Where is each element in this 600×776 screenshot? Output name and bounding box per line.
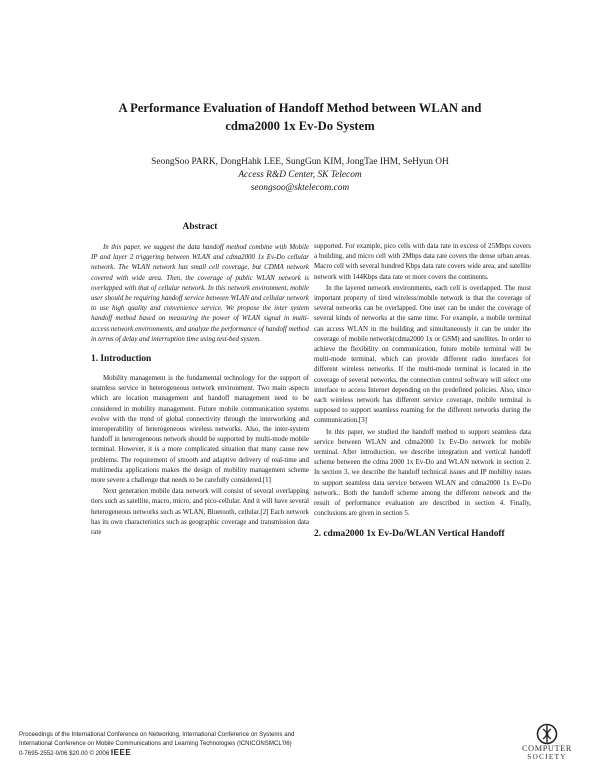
logo-line-2: SOCIETY [527, 752, 567, 761]
author-list: SeongSoo PARK, DongHahk LEE, SungGun KIM, JongTae IHM, SeHyun OH [151, 157, 449, 167]
ieee-logo-text: IEEE [110, 748, 132, 757]
intro-paragraph-4: In this paper, we studied the handoff method to support seamless data service between WLAN and cdma2000 1x Ev-Do network for mobile terminal. After introduction, we describe integration and vertical handoff scheme between the cdma 2000 1x Ev-Do and WLAN network in section 2. In section 3, we describe the handoff technical issues and IP mobility issues to support seamless data service between WLAN and cdma2000 1x Ev-Do network.. Both the handoff scheme among the different network and the result of performance evaluation are described in section 4. Finally, conclusions are given in section 5. [314, 427, 531, 518]
proceedings-line-2: International Conference on Mobile Communications and Learning Technologies (ICNICONSMCL'06) [19, 739, 292, 747]
section-1-heading: 1. Introduction [91, 354, 152, 365]
paper-title-line-2: cdma2000 1x Ev-Do System [225, 119, 375, 133]
abstract-text: In this paper, we suggest the data handoff method combine with Mobile IP and layer 2 triggering between WLAN and cdma2000 1x Ev-Do cellular network. The WLAN network has small cell coverage, but CDMA network covered with wide area. Then, the coverage of public WLAN network is overlapped with that of cellular network. In this network environment, mobile user should be requiring handoff service between WLAN and cellular network to use high quality and convenience service. We propose the inter system handoff method based on measuring the power of WLAN signal in multi-access network environments, and analyze the performance of handoff method in terms of delay and interruption time using test-bed system. [91, 243, 309, 343]
page-footer [19, 731, 479, 759]
author-affiliation: Access R&D Center, SK Telecom [238, 170, 362, 180]
abstract-heading: Abstract [182, 222, 218, 232]
section-2-heading: 2. cdma2000 1x Ev-Do/WLAN Vertical Handoff [314, 529, 505, 540]
author-email: seongsoo@sktelecom.com [250, 183, 350, 193]
left-column [91, 221, 309, 537]
right-column [314, 241, 531, 548]
intro-paragraph-2-continued: supported. For example, pico cells with data rate in excess of 25Mbps covers a building, and micro cell with 2Mbps data rate covers the dense urban areas. Macro cell with several hundred Kbps data rate covers wide area, and satellite network with 144Kbps data rate or more covers the continents. [314, 242, 531, 281]
computer-society-emblem-icon [536, 723, 558, 745]
abstract-section [91, 221, 309, 344]
proceedings-line-1: Proceedings of the International Conference on Networking, International Conference on Systems and [19, 731, 295, 738]
intro-paragraph-2: Next generation mobile data network will consist of several overlapping tiers such as satellite, macro, micro, and pico-cellular. And it will have several heterogeneous networks such as WLAN, Bluetooth, cellular.[2] Each network has its own characteristics such as geographic coverage and transmission data rate [91, 487, 309, 537]
computer-society-logo [516, 723, 578, 761]
intro-paragraph-1: Mobility management is the fundamental technology for the support of seamless service in heterogeneous network environment. Two main aspects which are location management and handoff management need to be considered in mobility management. Future mobile communication systems evolve with the trend of global connectivity through the interworking and interoperability of heterogeneous wireless networks. Also, the inter-system handoff in heterogeneous network should be supported by multi-mode mobile terminal. However, it is a more complicated situation that many cause new problems. The requirement of smooth and adaptive delivery of real-time and multimedia applications makes the design of mobility management scheme more severe a challenge that needs to be carefully considered.[1] [91, 374, 309, 485]
logo-line-1: COMPUTER [522, 744, 572, 753]
paper-title-line-1: A Performance Evaluation of Handoff Method between WLAN and [118, 101, 482, 115]
isbn-line [19, 749, 479, 759]
intro-paragraph-3: In the layered network environments, each cell is overlapped. The most important property of tired wireless/mobile network is that the coverage of several networks can be overlapped. One user can be under the coverage of several kinds of networks at the same time. For example, a mobile terminal can access WLAN in the building and simultaneously it can be under the coverage of mobile network(cdma2000 1x or GSM) and satellites. In order to achieve the flexibility on communication, future mobile terminal will be multi-mode terminal, which can provide different radio interfaces for different wireless networks. If the multi-mode terminal is located in the coverage of several networks, the connection control software will select one interface to access Internet depending on the predefined policies. Also, since each wireless network has different service coverage, mobile terminal is supposed to support seamless roaming for the different networks during the communication.[3] [314, 283, 531, 425]
paper-title [0, 99, 600, 135]
isbn-text: 0-7695-2552-0/06 $20.00 © 2006 [19, 750, 110, 757]
